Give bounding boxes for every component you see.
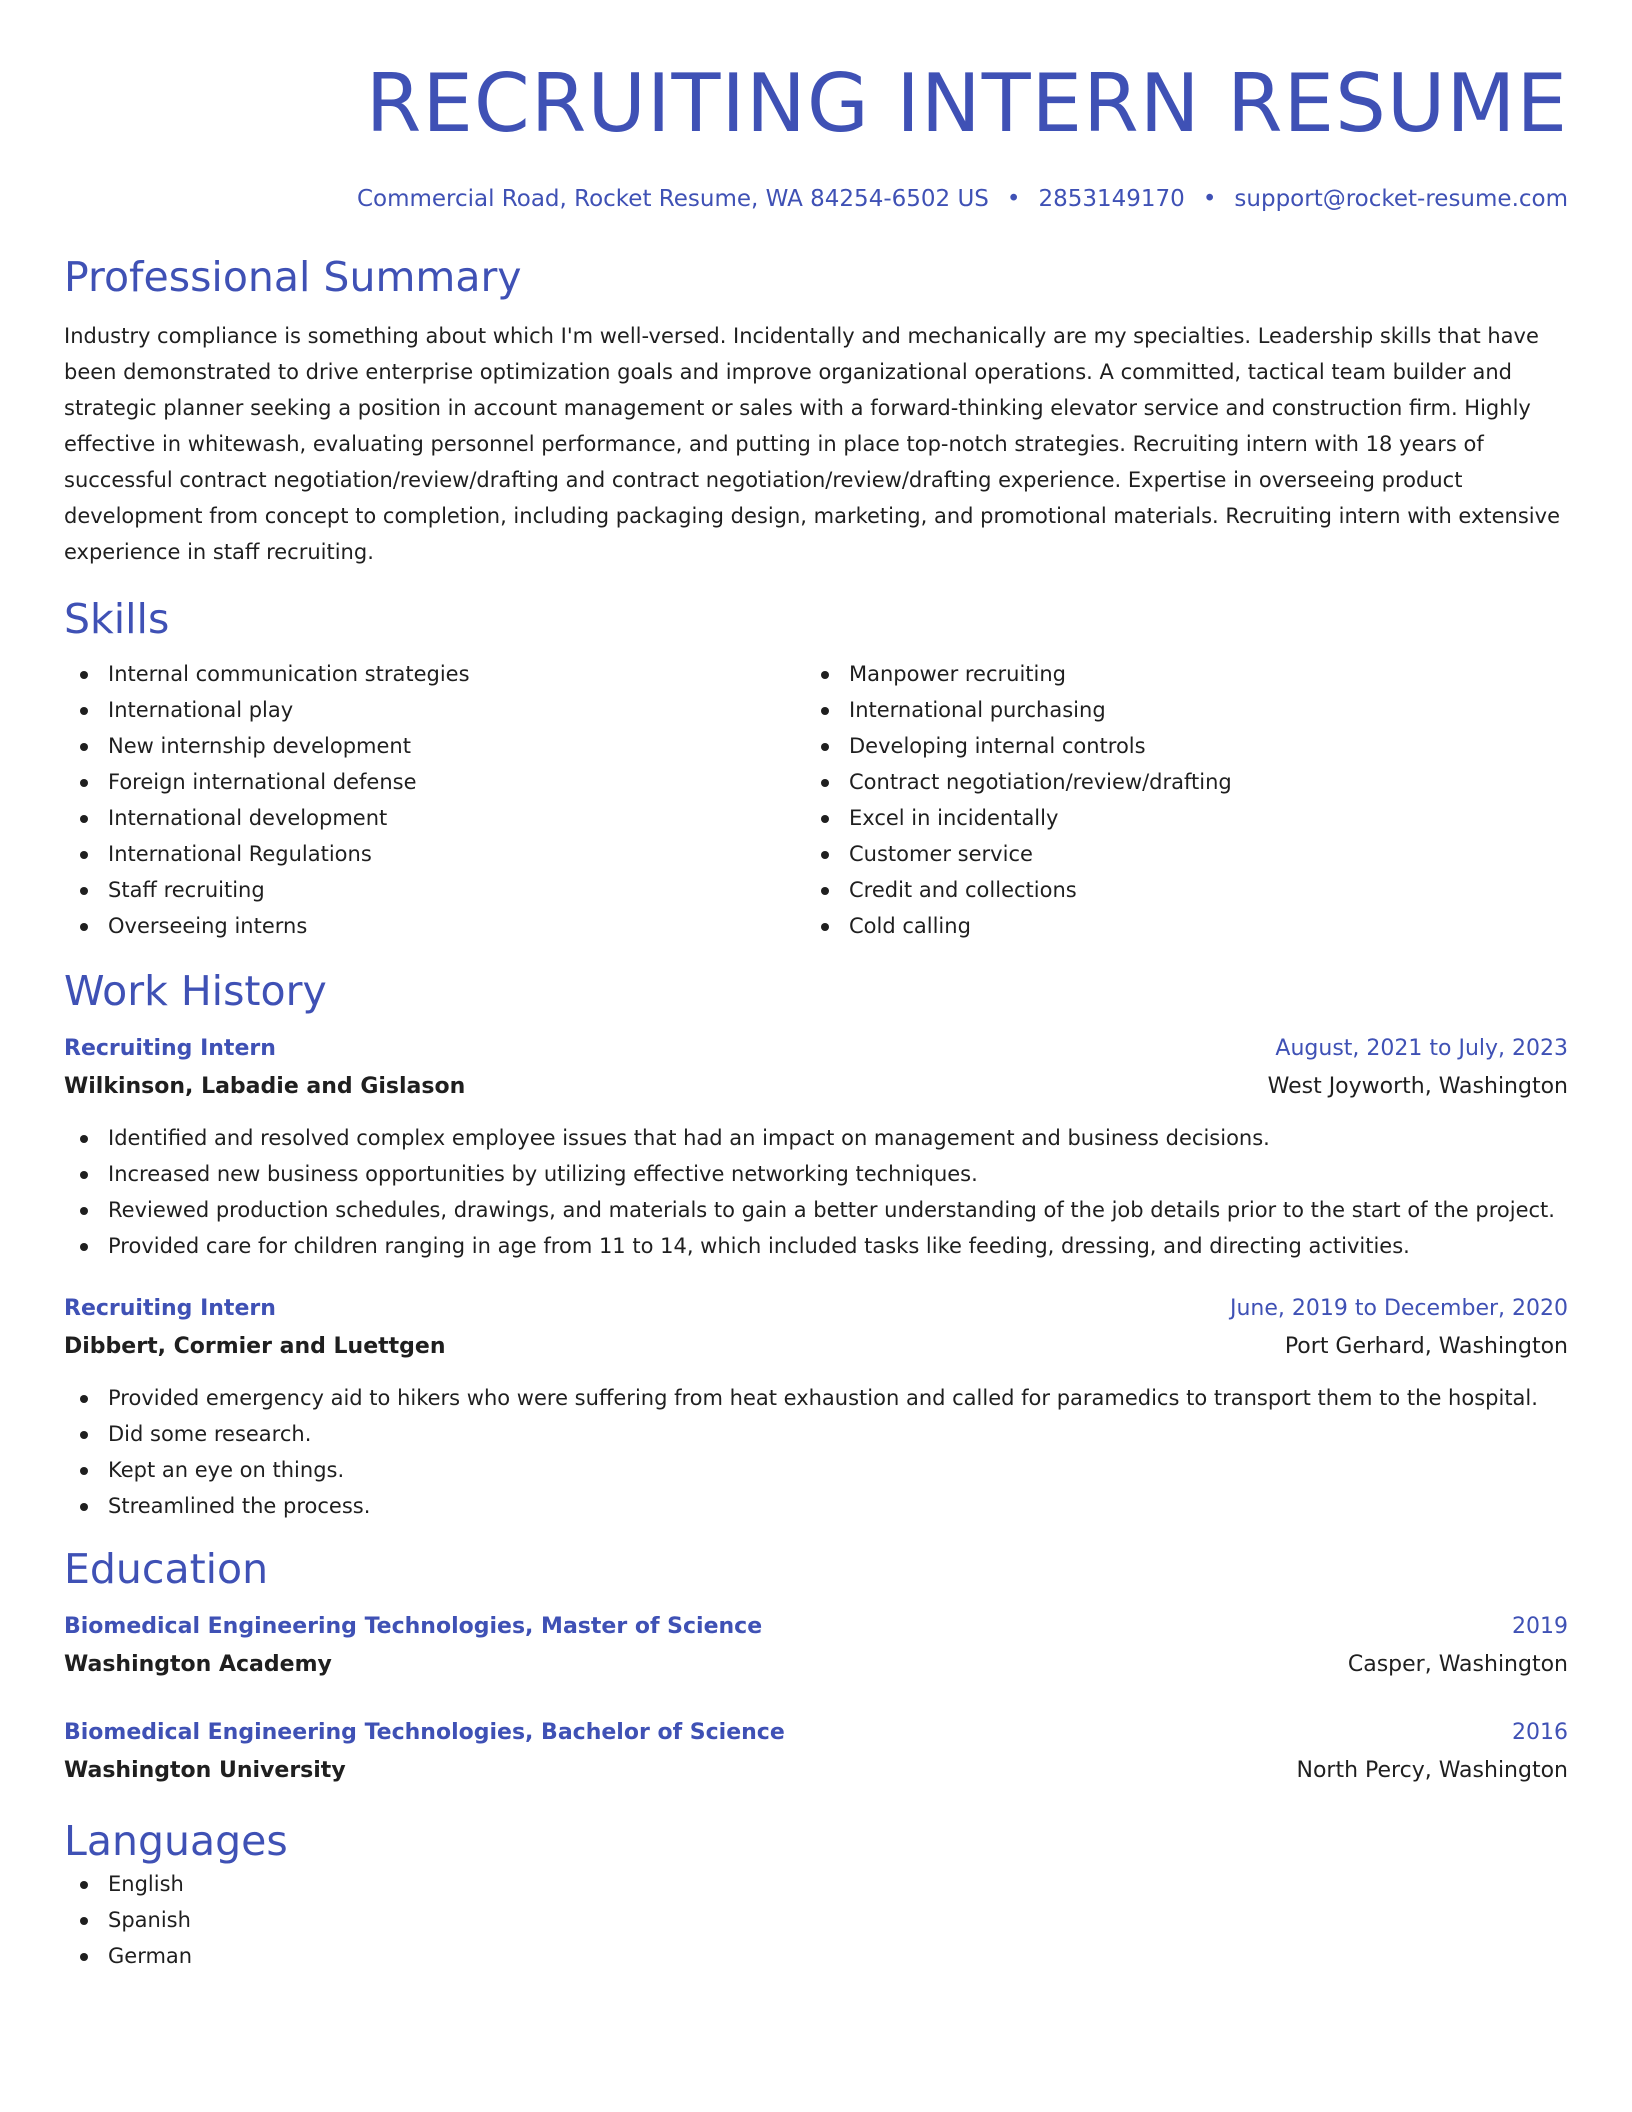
education-heading: Education [64, 1545, 269, 1593]
education-degree: Biomedical Engineering Technologies, Master of Science [64, 1614, 763, 1639]
skill-item: Foreign international defense [64, 764, 805, 800]
job-duty-item: Streamlined the process. [64, 1488, 1568, 1524]
job-company: Wilkinson, Labadie and Gislason [64, 1074, 466, 1099]
job-duties [64, 1380, 1568, 1524]
skill-item: Manpower recruiting [805, 656, 1546, 692]
skill-item: Overseeing interns [64, 908, 805, 944]
resume-header [64, 56, 1568, 214]
job-company: Dibbert, Cormier and Luettgen [64, 1334, 446, 1359]
languages-list [64, 1866, 1568, 1974]
education-year: 2019 [1512, 1614, 1568, 1639]
skill-item: Contract negotiation/review/drafting [805, 764, 1546, 800]
skill-item: Internal communication strategies [64, 656, 805, 692]
skill-item: International Regulations [64, 836, 805, 872]
skills-list [64, 656, 1568, 944]
education-location: North Percy, Washington [1296, 1758, 1568, 1783]
job-duty-item: Identified and resolved complex employee issues that had an impact on management and business decisions. [64, 1120, 1568, 1156]
summary-text: Industry compliance is something about which I'm well-versed. Incidentally and mechanically are my specialties. Leadership skills that have been demonstrated to drive enterprise optimization goals and improve organizational operations. A committed, tactical team builder and strategic planner seeking a position in account management or sales with a forward-thinking elevator service and construction firm. Highly effective in whitewash, evaluating personnel performance, and putting in place top-notch strategies. Recruiting intern with 18 years of successful contract negotiation/review/drafting and contract negotiation/review/drafting experience. Expertise in overseeing product development from concept to completion, including packaging design, marketing, and promotional materials. Recruiting intern with extensive experience in staff recruiting. [64, 324, 1560, 564]
education-school: Washington University [64, 1758, 346, 1783]
education-school: Washington Academy [64, 1652, 332, 1677]
skill-item: Customer service [805, 836, 1546, 872]
job-dates: June, 2019 to December, 2020 [1229, 1296, 1568, 1321]
language-item: German [64, 1938, 1568, 1974]
education-year: 2016 [1512, 1720, 1568, 1745]
skill-item: International play [64, 692, 805, 728]
education-location: Casper, Washington [1347, 1652, 1568, 1677]
resume-title: RECRUITING INTERN RESUME [365, 57, 1568, 150]
contact-address: Commercial Road, Rocket Resume, WA 84254-6502 US [356, 186, 989, 212]
contact-separator: • [1006, 186, 1021, 212]
job-duty-item: Provided emergency aid to hikers who were suffering from heat exhaustion and called for paramedics to transport them to the hospital. [64, 1380, 1568, 1416]
skills-column-left [64, 656, 805, 944]
skill-item: New internship development [64, 728, 805, 764]
skills-column-right [805, 656, 1546, 944]
education-entry [64, 1714, 1568, 1790]
summary-heading: Professional Summary [64, 253, 522, 301]
job-entry [64, 1290, 1568, 1524]
job-title: Recruiting Intern [64, 1296, 276, 1321]
skill-item: International purchasing [805, 692, 1546, 728]
skill-item: Cold calling [805, 908, 1546, 944]
language-item: English [64, 1866, 1568, 1902]
job-duty-item: Provided care for children ranging in age from 11 to 14, which included tasks like feeding, dressing, and directing activities. [64, 1228, 1568, 1264]
education-entry [64, 1608, 1568, 1684]
job-title: Recruiting Intern [64, 1036, 276, 1061]
work-history-heading: Work History [64, 967, 327, 1015]
skill-item: Credit and collections [805, 872, 1546, 908]
contact-phone: 2853149170 [1038, 186, 1185, 212]
job-duties [64, 1120, 1568, 1264]
job-duty-item: Did some research. [64, 1416, 1568, 1452]
job-location: Port Gerhard, Washington [1284, 1334, 1568, 1359]
skills-heading: Skills [64, 595, 170, 643]
job-location: West Joyworth, Washington [1267, 1074, 1568, 1099]
language-item: Spanish [64, 1902, 1568, 1938]
contact-separator: • [1202, 186, 1217, 212]
skill-item: Excel in incidentally [805, 800, 1546, 836]
job-duty-item: Kept an eye on things. [64, 1452, 1568, 1488]
languages-heading: Languages [64, 1817, 288, 1865]
job-duty-item: Reviewed production schedules, drawings, and materials to gain a better understanding of the job details prior to the start of the project. [64, 1192, 1568, 1228]
skill-item: International development [64, 800, 805, 836]
contact-email: support@rocket-resume.com [1234, 186, 1568, 212]
job-entry [64, 1030, 1568, 1264]
skill-item: Developing internal controls [805, 728, 1546, 764]
job-duty-item: Increased new business opportunities by utilizing effective networking techniques. [64, 1156, 1568, 1192]
job-dates: August, 2021 to July, 2023 [1275, 1036, 1568, 1061]
education-degree: Biomedical Engineering Technologies, Bachelor of Science [64, 1720, 785, 1745]
contact-line [64, 184, 1568, 214]
skill-item: Staff recruiting [64, 872, 805, 908]
